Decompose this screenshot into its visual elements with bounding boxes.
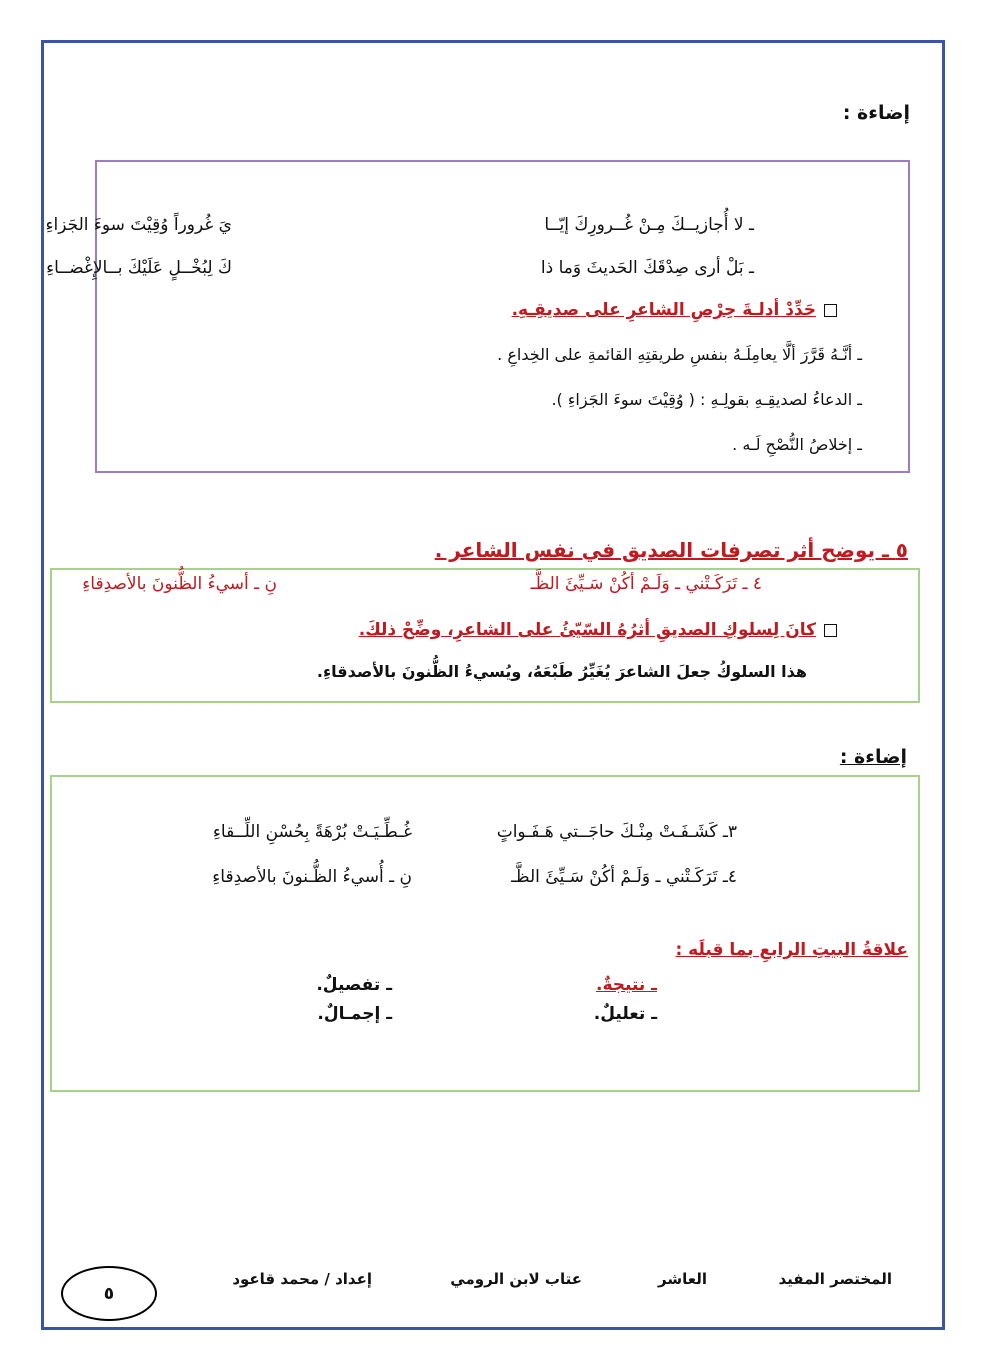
- footer-book: المختصر المفيد: [778, 1270, 892, 1288]
- section1-heading: إضاءة :: [842, 102, 910, 124]
- section2-verse-right: ٤ ـ تَرَكَـتْني ـ وَلَـمْ أكُنْ سَـيِّئَ الظَّـ: [530, 574, 762, 594]
- verse-2-left: كَ لِبُخْــلٍ عَلَيْكَ بــالإِغْضــاءِ: [46, 258, 232, 278]
- option-detail: ـ تفصيلٌ.: [316, 975, 392, 995]
- answer-3: ـ إخلاصُ النُّصْحِ لَـه .: [732, 435, 862, 454]
- checkbox-icon: [824, 304, 837, 317]
- verse-2-right: ـ بَلْ أرى صِدْقَكَ الحَديثَ وَما ذا: [540, 258, 754, 278]
- page-number-oval: [61, 1266, 157, 1321]
- option-reason: ـ تعليلٌ.: [593, 1004, 657, 1024]
- answer-1: ـ أنَّـهُ قَرَّرَ ألَّا يعامِلَـهُ بنفسِ طريقتِهِ القائمةِ على الخِداعِ .: [497, 345, 862, 364]
- option-result: ـ نتيجةٌ.: [595, 975, 657, 995]
- section3-verse-2-left: نِ ـ أُسيءُ الظُّـنونَ بالأصدِقاءِ: [212, 867, 412, 887]
- section3-heading: إضاءة :: [839, 746, 907, 768]
- section3-question: علاقةُ البيتِ الرابعِ بما قبلَه :: [675, 940, 908, 960]
- section1-question: حَدِّدْ أدلـةَ حِرْصِ الشاعرِ على صديقِـهِ.: [512, 300, 837, 320]
- page-number: ٥: [103, 1283, 115, 1304]
- section2-question: كانَ لِسلوكِ الصديقِ أثرُهُ السّيّئُ على الشاعرِ، وضِّحْ ذلكَ.: [359, 620, 837, 640]
- section3-verse-1-left: غُـطِّـيَـتْ بُرْهَةً بِحُسْنِ اللِّــقاءِ: [212, 822, 412, 842]
- answer-2: ـ الدعاءُ لصديقِـهِ بقولِـهِ : ( وُقِيْتَ سوءَ الجَزاءِ ).: [551, 390, 862, 409]
- checkbox-icon: [824, 624, 837, 637]
- section2-verse-left: نِ ـ أسيءُ الظُّنونَ بالأصدِقاءِ: [82, 574, 277, 594]
- option-summary: ـ إجمـالٌ.: [317, 1004, 392, 1024]
- section3-verse-1-right: ٣ـ كَشَـفَـتْ مِنْـكَ حاجَــتي هَـفَـواتٍ: [496, 822, 737, 842]
- section3-verse-2-right: ٤ـ تَرَكَـتْني ـ وَلَـمْ أكُنْ سَـيِّئَ الظَّـ: [511, 867, 737, 887]
- section2-answer: هذا السلوكُ جعلَ الشاعرَ يُغَيِّرُ طَبْعَهُ، ويُسيءُ الظُّنونَ بالأصدقاءِ.: [316, 662, 807, 681]
- section3-box: [50, 775, 920, 1092]
- section2-heading: ٥ ـ يوضح أثر تصرفات الصديق في نفس الشاعر .: [434, 538, 908, 562]
- footer-author: إعداد / محمد قاعود: [232, 1270, 372, 1288]
- footer-grade: العاشر: [658, 1270, 707, 1288]
- footer-lesson: عتاب لابن الرومي: [450, 1270, 582, 1288]
- verse-1-right: ـ لا أُجازيــكَ مِـنْ غُــرورِكَ إيّــا: [544, 215, 754, 235]
- verse-1-left: يَ غُروراً وُقِيْتَ سوءَ الجَزاءِ: [45, 215, 232, 235]
